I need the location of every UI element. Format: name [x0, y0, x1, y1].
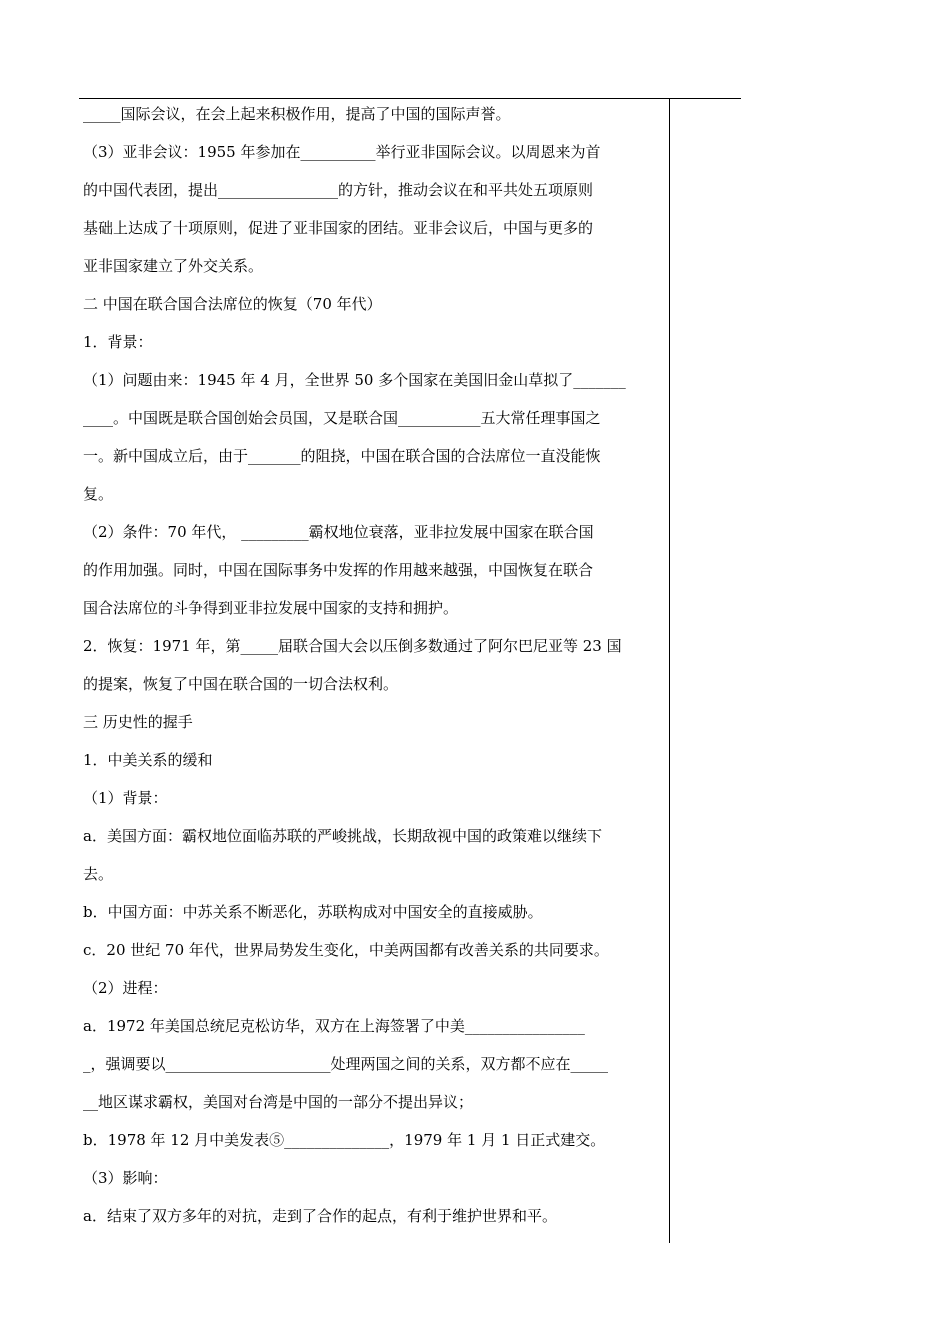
section-heading: 二 中国在联合国合法席位的恢复（70 年代） — [83, 295, 382, 313]
text-line: （2）条件：70 年代， _________霸权地位衰落，亚非拉发展中国家在联合国 — [83, 523, 594, 541]
text-line: a．1972 年美国总统尼克松访华，双方在上海签署了中美________________ — [83, 1017, 585, 1035]
text-line: 去。 — [83, 865, 114, 883]
text-line: （3）影响： — [83, 1169, 168, 1187]
text-line: （2）进程： — [83, 979, 168, 997]
text-line: 亚非国家建立了外交关系。 — [83, 257, 264, 275]
text-line: 2．恢复：1971 年，第_____届联合国大会以压倒多数通过了阿尔巴尼亚等 23 国 — [83, 637, 622, 655]
text-line: 国合法席位的斗争得到亚非拉发展中国家的支持和拥护。 — [83, 599, 459, 617]
subsection-heading: 1．背景： — [83, 333, 153, 351]
header-rule — [79, 98, 741, 99]
text-line: _，强调要以______________________处理两国之间的关系，双方都不应在_____ — [83, 1055, 609, 1073]
text-line: 一。新中国成立后，由于_______的阻挠，中国在联合国的合法席位一直没能恢 — [83, 447, 601, 465]
text-line: 的提案，恢复了中国在联合国的一切合法权利。 — [83, 675, 399, 693]
text-line: b．中国方面：中苏关系不断恶化，苏联构成对中国安全的直接威胁。 — [83, 903, 543, 921]
text-line: （1）问题由来：1945 年 4 月，全世界 50 多个国家在美国旧金山草拟了_______ — [83, 371, 626, 389]
text-line: 的作用加强。同时，中国在国际事务中发挥的作用越来越强，中国恢复在联合 — [83, 561, 594, 579]
text-line: （3）亚非会议：1955 年参加在__________举行亚非国际会议。以周恩来为首 — [83, 143, 601, 161]
text-line: 基础上达成了十项原则，促进了亚非国家的团结。亚非会议后，中国与更多的 — [83, 219, 594, 237]
text-line: b．1978 年 12 月中美发表⑤______________，1979 年 1 月 1 日正式建交。 — [83, 1131, 606, 1149]
text-line: __地区谋求霸权，美国对台湾是中国的一部分不提出异议； — [83, 1093, 474, 1111]
margin-column-rule — [669, 98, 670, 1243]
text-line: a．美国方面：霸权地位面临苏联的严峻挑战，长期敌视中国的政策难以继续下 — [83, 827, 602, 845]
document-body — [83, 100, 665, 1240]
subsection-heading: 1．中美关系的缓和 — [83, 751, 213, 769]
text-line: a．结束了双方多年的对抗，走到了合作的起点，有利于维护世界和平。 — [83, 1207, 557, 1225]
text-line: ____。中国既是联合国创始会员国，又是联合国___________五大常任理事国之 — [83, 409, 601, 427]
text-line: c．20 世纪 70 年代，世界局势发生变化，中美两国都有改善关系的共同要求。 — [83, 941, 609, 959]
text-line: 的中国代表团，提出________________的方针，推动会议在和平共处五项原则 — [83, 181, 594, 199]
text-line: 复。 — [83, 485, 114, 503]
section-heading: 三 历史性的握手 — [83, 713, 193, 731]
text-line: _____国际会议，在会上起来积极作用，提高了中国的国际声誉。 — [83, 105, 511, 123]
text-line: （1）背景： — [83, 789, 168, 807]
